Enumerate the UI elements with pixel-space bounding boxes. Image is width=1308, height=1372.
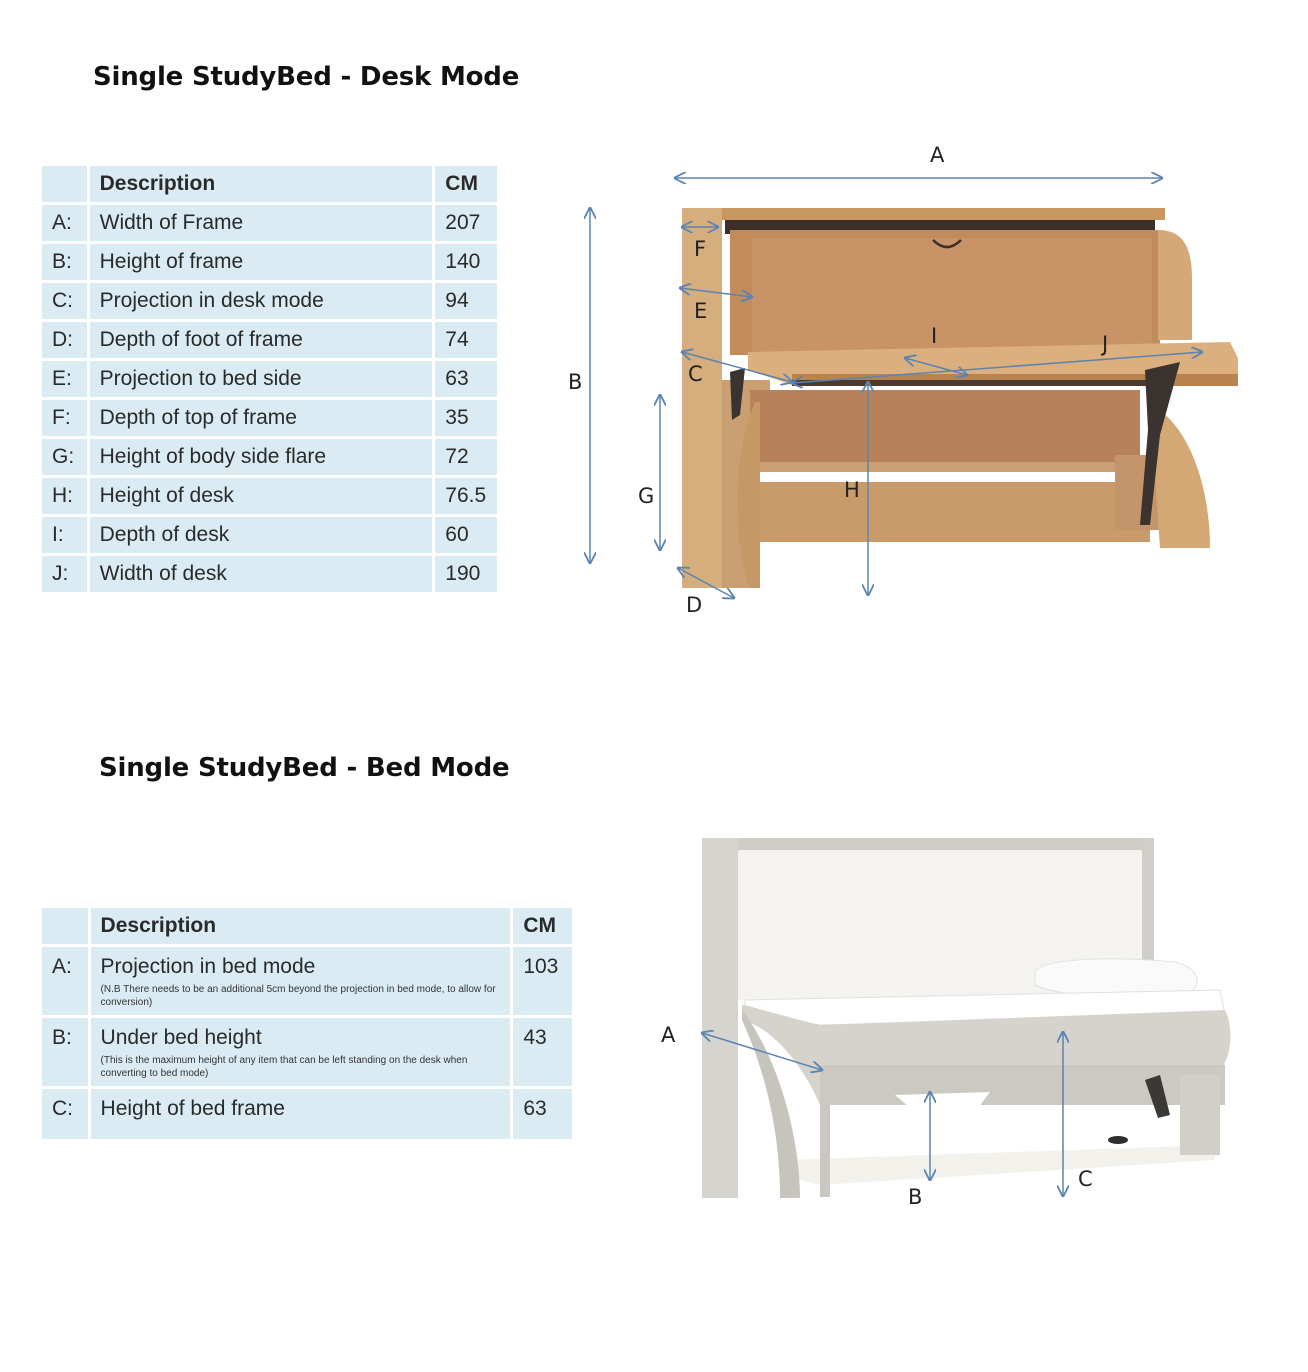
row-description: Height of desk xyxy=(90,478,436,514)
dimension-label-c: C xyxy=(1078,1167,1093,1191)
desk-mode-title: Single StudyBed - Desk Mode xyxy=(93,62,520,92)
row-key: E: xyxy=(42,361,90,397)
row-key: C: xyxy=(42,283,90,319)
header-description: Description xyxy=(90,166,436,202)
row-description: Height of body side flare xyxy=(90,439,436,475)
table-row xyxy=(42,400,497,436)
row-description-cell xyxy=(91,1089,514,1139)
row-key: A: xyxy=(42,947,91,1015)
row-cm: 76.5 xyxy=(435,478,497,514)
header-cm: CM xyxy=(435,166,497,202)
table-row xyxy=(42,556,497,592)
dimension-label-i: I xyxy=(931,324,938,348)
row-key: I: xyxy=(42,517,90,553)
row-description-cell xyxy=(91,1018,514,1086)
dimension-label-b: B xyxy=(568,370,583,394)
row-description: Width of desk xyxy=(90,556,436,592)
row-description: Depth of foot of frame xyxy=(90,322,436,358)
table-row xyxy=(42,1089,572,1139)
row-cm: 35 xyxy=(435,400,497,436)
dimension-label-j: J xyxy=(1102,332,1109,356)
row-cm: 72 xyxy=(435,439,497,475)
table-row xyxy=(42,439,497,475)
row-key: J: xyxy=(42,556,90,592)
row-cm: 103 xyxy=(513,947,572,1015)
row-cm: 43 xyxy=(513,1018,572,1086)
row-description: Height of frame xyxy=(90,244,436,280)
bed-mode-dimensions-table xyxy=(42,905,572,1142)
row-description: Depth of top of frame xyxy=(90,400,436,436)
row-description: Width of Frame xyxy=(90,205,436,241)
desk-mode-illustration xyxy=(560,130,1260,620)
table-row xyxy=(42,478,497,514)
dimension-label-g: G xyxy=(638,484,655,508)
row-key: C: xyxy=(42,1089,91,1139)
row-cm: 63 xyxy=(435,361,497,397)
row-key: A: xyxy=(42,205,90,241)
row-description: Projection to bed side xyxy=(90,361,436,397)
bed-mode-illustration xyxy=(630,820,1280,1220)
table-row xyxy=(42,517,497,553)
dimension-label-f: F xyxy=(694,237,707,261)
row-cm: 207 xyxy=(435,205,497,241)
dimension-label-e: E xyxy=(694,299,708,323)
row-description: Under bed height xyxy=(100,1026,262,1049)
table-row xyxy=(42,244,497,280)
table-row xyxy=(42,205,497,241)
row-note: (This is the maximum height of any item that can be left standing on the desk when converting to bed mode) xyxy=(100,1055,468,1079)
dimension-label-a: A xyxy=(930,143,945,167)
table-header-row xyxy=(42,166,497,202)
dimension-label-b: B xyxy=(908,1185,923,1209)
header-key xyxy=(42,908,91,944)
row-cm: 140 xyxy=(435,244,497,280)
row-cm: 190 xyxy=(435,556,497,592)
row-key: H: xyxy=(42,478,90,514)
dimension-label-a: A xyxy=(661,1023,676,1047)
dimension-label-c: C xyxy=(688,362,703,386)
bed-drawing xyxy=(702,838,1230,1198)
row-key: F: xyxy=(42,400,90,436)
header-description: Description xyxy=(91,908,514,944)
row-cm: 94 xyxy=(435,283,497,319)
row-description: Depth of desk xyxy=(90,517,436,553)
row-description: Projection in bed mode xyxy=(100,955,316,978)
row-key: B: xyxy=(42,244,90,280)
table-row xyxy=(42,283,497,319)
row-cm: 60 xyxy=(435,517,497,553)
table-row xyxy=(42,947,572,1015)
row-description: Projection in desk mode xyxy=(90,283,436,319)
desk-bed-drawing xyxy=(682,208,1238,588)
table-row xyxy=(42,322,497,358)
dimension-label-d: D xyxy=(686,593,703,617)
row-cm: 63 xyxy=(513,1089,572,1139)
table-row xyxy=(42,361,497,397)
row-note: (N.B There needs to be an additional 5cm beyond the projection in bed mode, to allow for conversion) xyxy=(100,984,496,1008)
header-key xyxy=(42,166,90,202)
row-key: B: xyxy=(42,1018,91,1086)
row-description-cell xyxy=(91,947,514,1015)
dimension-label-h: H xyxy=(844,478,860,502)
row-description: Height of bed frame xyxy=(100,1097,285,1120)
bed-mode-title: Single StudyBed - Bed Mode xyxy=(99,753,510,783)
row-key: D: xyxy=(42,322,90,358)
row-key: G: xyxy=(42,439,90,475)
header-cm: CM xyxy=(513,908,572,944)
table-header-row xyxy=(42,908,572,944)
row-cm: 74 xyxy=(435,322,497,358)
desk-mode-dimensions-table xyxy=(42,163,497,595)
table-row xyxy=(42,1018,572,1086)
